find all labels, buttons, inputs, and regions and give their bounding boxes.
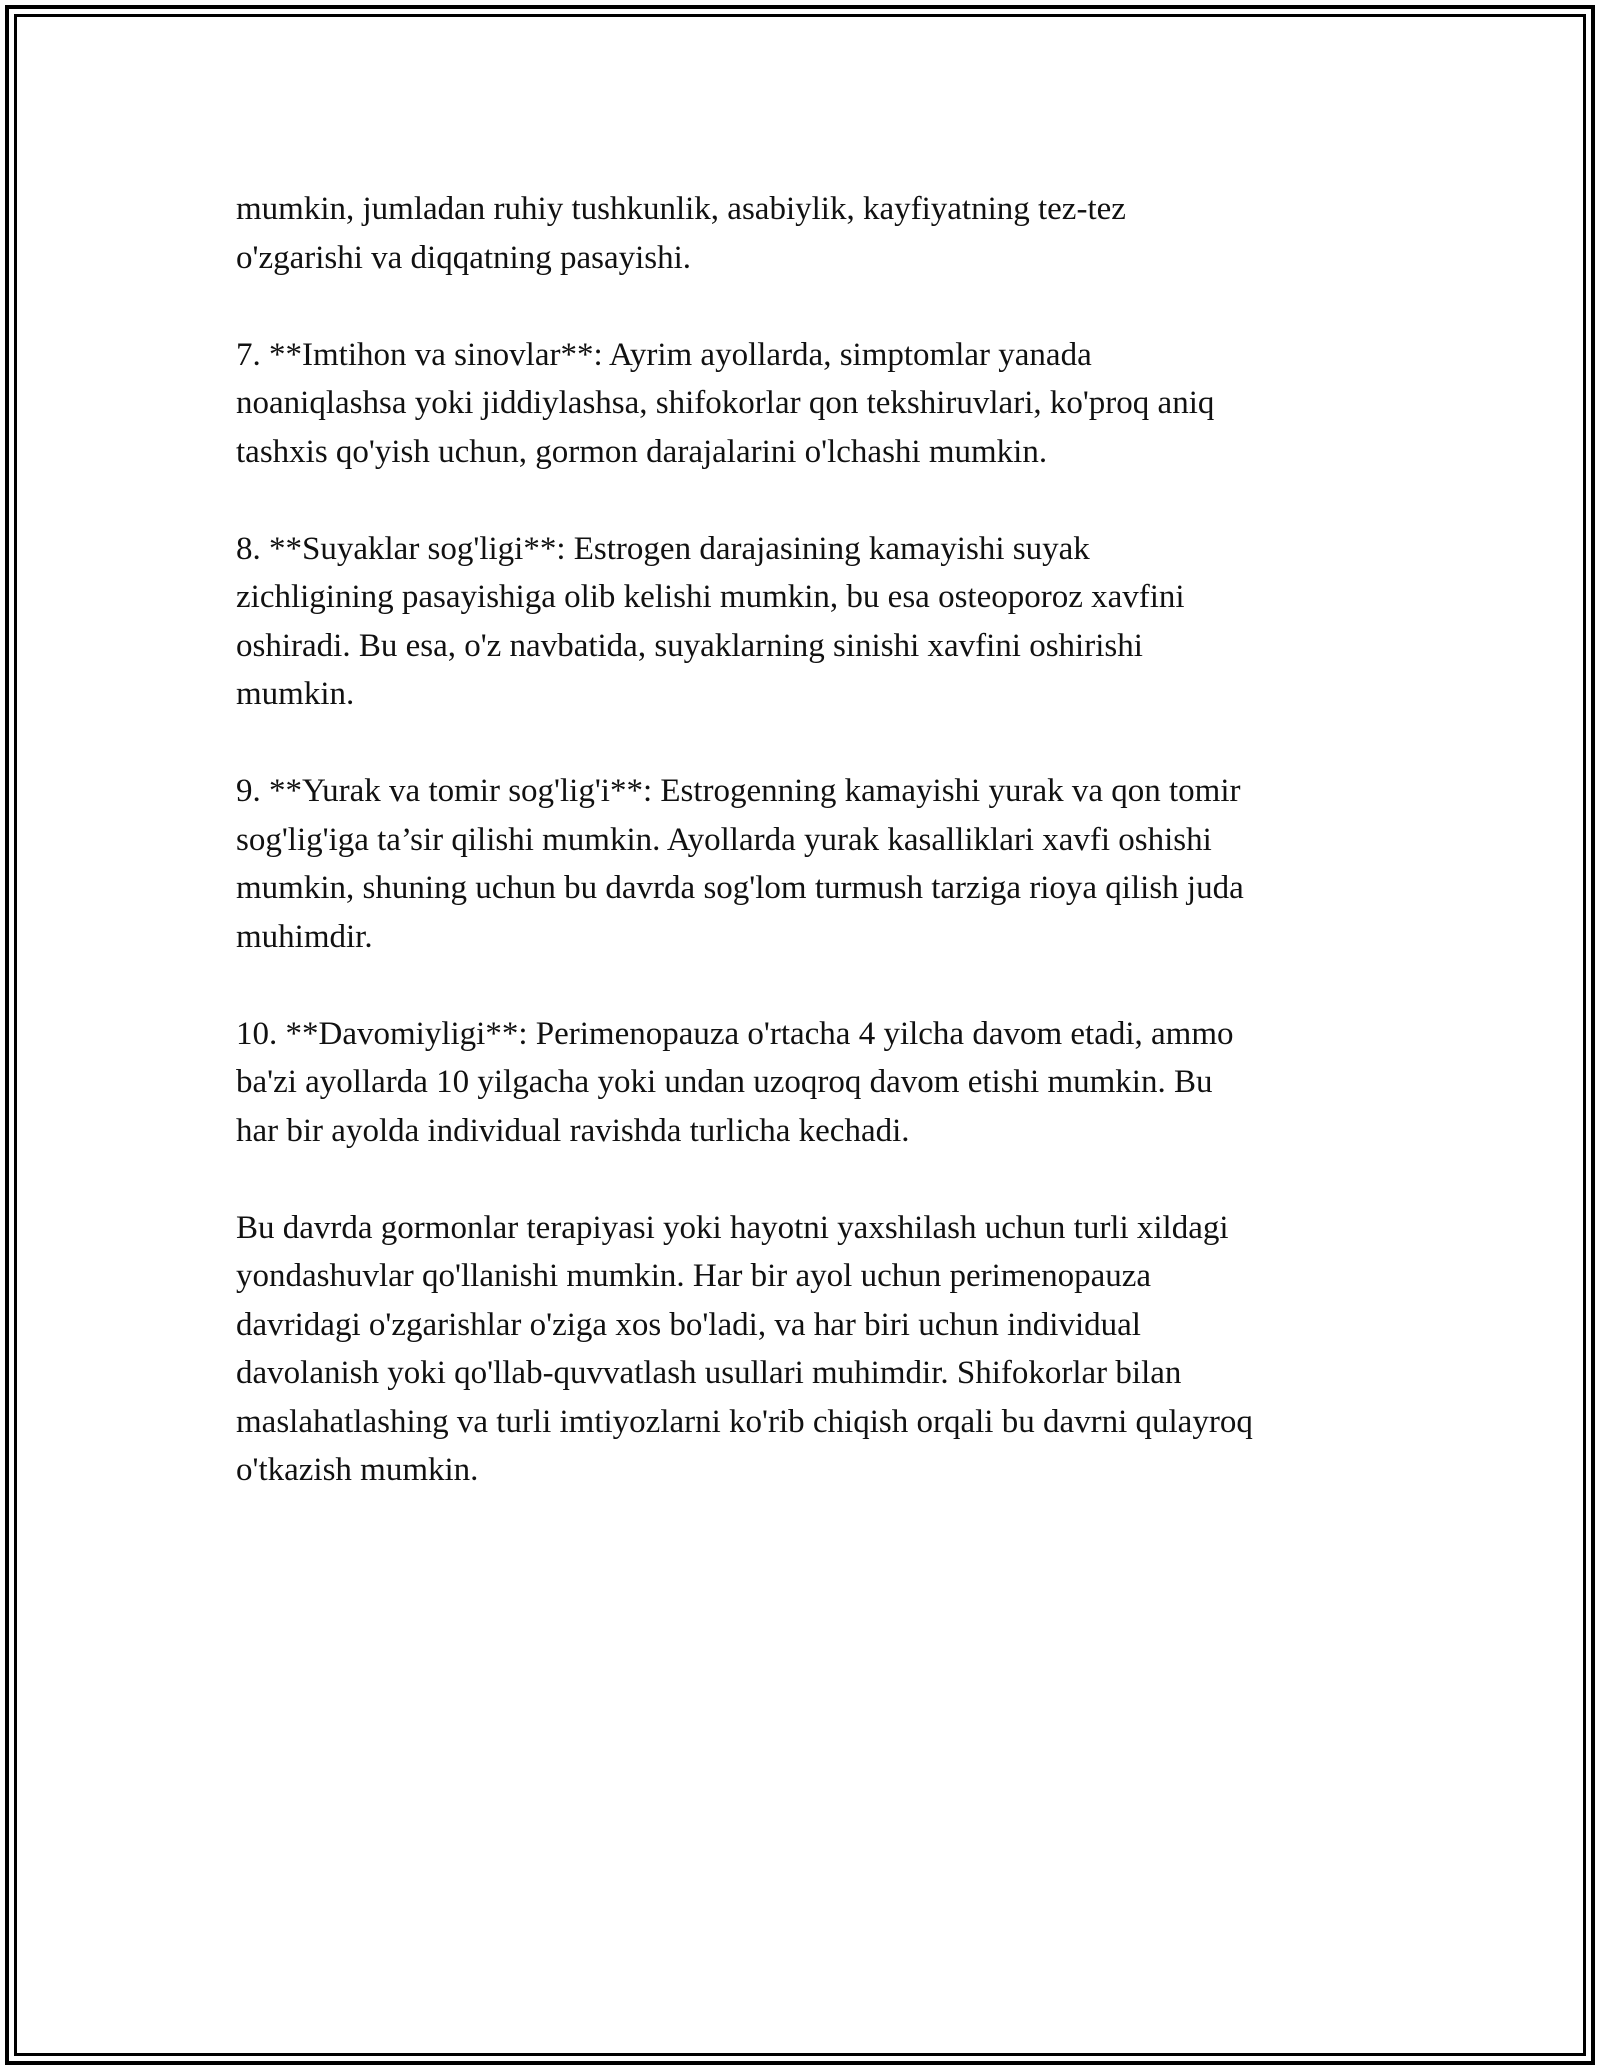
paragraph-continuation: mumkin, jumladan ruhiy tushkunlik, asabiylik, kayfiyatning tez-tez o'zgarishi va diqqatning pasayishi. — [236, 191, 1126, 276]
paragraph-item-9: 9. **Yurak va tomir sog'lig'i**: Estrogenning kamayishi yurak va qon tomir sog'lig'iga ta’sir qilishi mumkin. Ayollarda yurak kasalliklari xavfi oshishi mumkin, shuning uchun bu davrda sog'lom turmush tarziga rioya qilish juda muhimdir. — [236, 773, 1244, 955]
paragraph-item-7: 7. **Imtihon va sinovlar**: Ayrim ayollarda, simptomlar yanada noaniqlashsa yoki jiddiylashsa, shifokorlar qon tekshiruvlari, ko'proq aniq tashxis qo'yish uchun, gormon darajalarini o'lchashi mumkin. — [236, 336, 1215, 470]
paragraph-item-10: 10. **Davomiyligi**: Perimenopauza o'rtacha 4 yilcha davom etadi, ammo ba'zi ayollarda 10 yilgacha yoki undan uzoqroq davom etishi mumkin. Bu har bir ayolda individual ravishda turlicha kechadi. — [236, 1015, 1234, 1149]
paragraph-item-8: 8. **Suyaklar sog'ligi**: Estrogen darajasining kamayishi suyak zichligining pasayishiga olib kelishi mumkin, bu esa osteoporoz xavfini oshiradi. Bu esa, o'z navbatida, suyaklarning sinishi xavfini oshirishi mumkin. — [236, 530, 1185, 712]
document-body — [236, 185, 1386, 1543]
paragraph-conclusion: Bu davrda gormonlar terapiyasi yoki hayotni yaxshilash uchun turli xildagi yondashuvlar qo'llanishi mumkin. Har bir ayol uchun perimenopauza davridagi o'zgarishlar o'ziga xos bo'ladi, va har biri uchun individual davolanish yoki qo'llab-quvvatlash usullari muhimdir. Shifokorlar bilan maslahatlashing va turli imtiyozlarni ko'rib chiqish orqali bu davrni qulayroq o'tkazish mumkin. — [236, 1209, 1253, 1488]
